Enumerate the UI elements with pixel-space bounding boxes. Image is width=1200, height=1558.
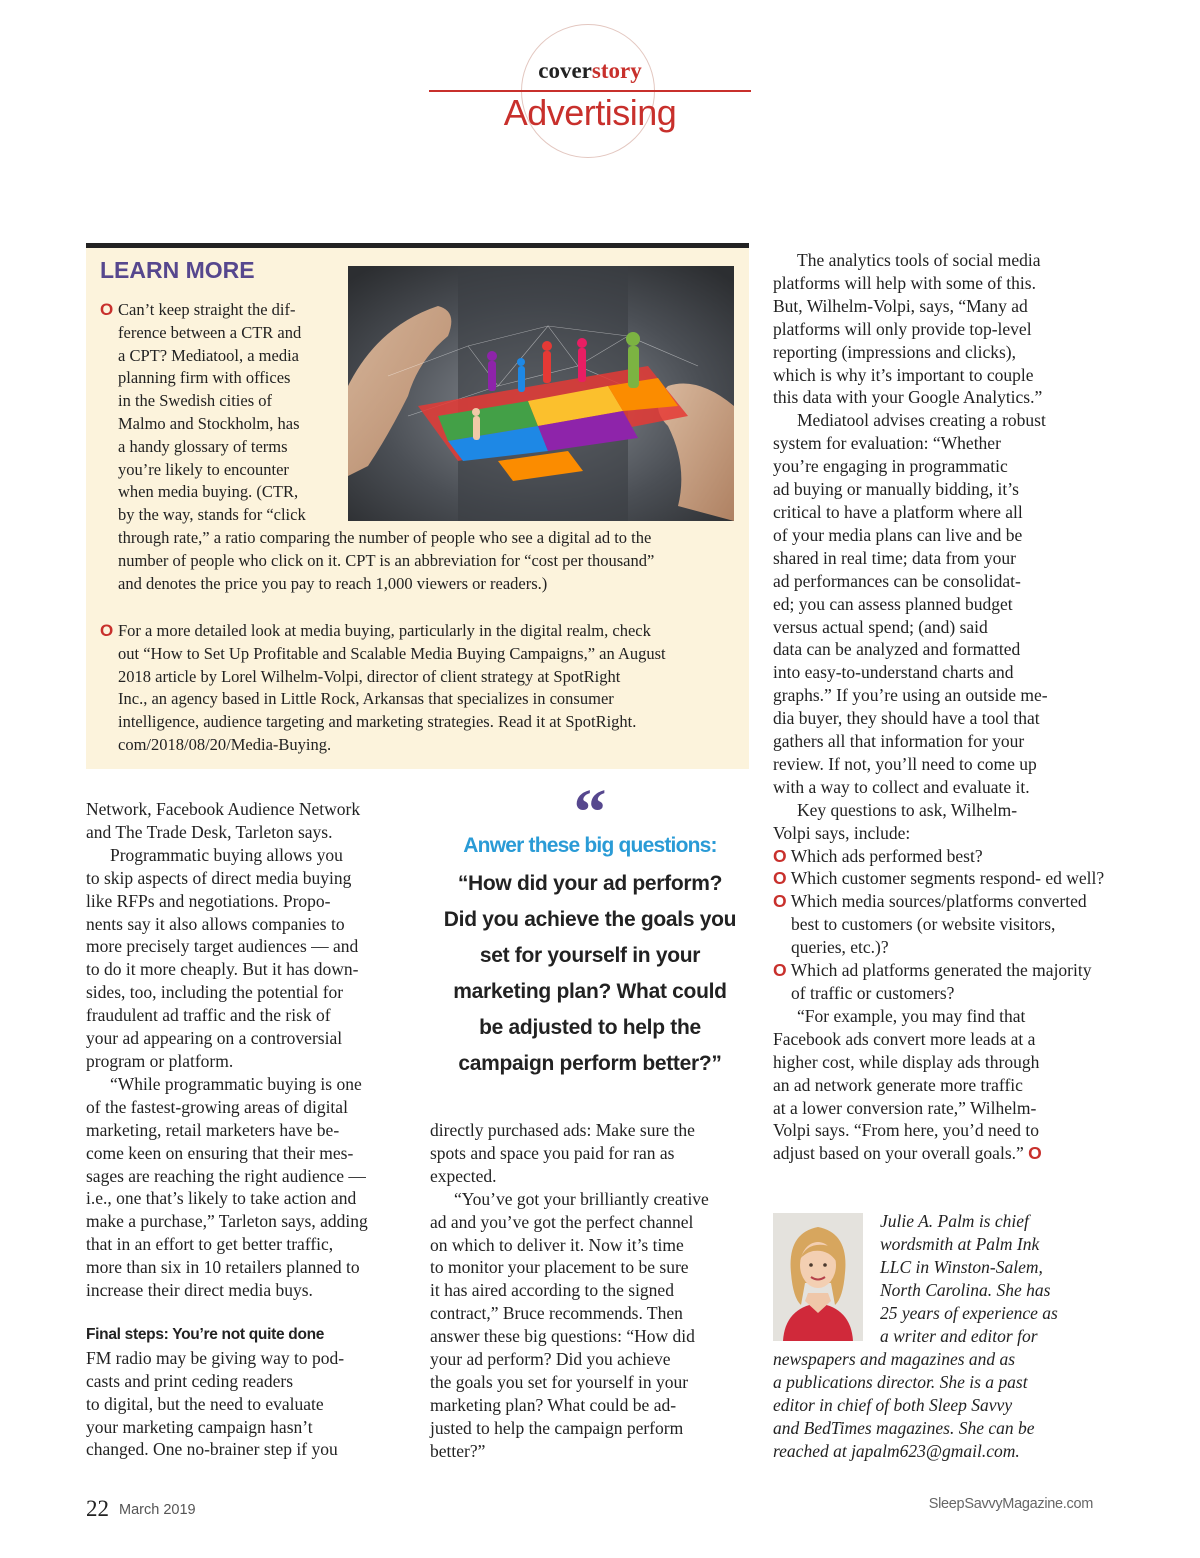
column-2 <box>430 1119 756 1463</box>
text-line: on which to deliver it. Now it’s time <box>430 1234 684 1255</box>
text-line: that in an effort to get better traffic, <box>86 1234 334 1255</box>
text-line: Inc., an agency based in Little Rock, Arkansas that specializes in consumer <box>118 689 614 709</box>
bullet-text: Which media sources/platforms converted best to customers (or website visitors, queries, etc.)? <box>790 891 1087 958</box>
bullet-mark: O <box>100 621 114 640</box>
text-line: ad buying or manually bidding, it’s <box>773 479 1019 500</box>
text-line: by the way, stands for “click <box>118 505 306 525</box>
author-photo <box>773 1213 863 1341</box>
text-line: you’re engaging in programmatic <box>773 456 1008 477</box>
author-bio-full <box>773 1348 1103 1463</box>
text-line: it has aired according to the signed <box>430 1280 674 1301</box>
text-line: higher cost, while display ads through <box>773 1051 1040 1072</box>
kicker-cover: cover <box>538 58 592 83</box>
text-line: into easy-to-understand charts and <box>773 662 1014 683</box>
text-line: 2018 article by Lorel Wilhelm-Volpi, director of client strategy at SpotRight <box>118 666 621 686</box>
text-line: Volpi says, include: <box>773 822 911 843</box>
text-line: reached at japalm623@gmail.com. <box>773 1440 1020 1461</box>
text-line: an ad network generate more traffic <box>773 1074 1023 1095</box>
subhead: Final steps: You’re not quite done <box>86 1325 325 1343</box>
text-line: But, Wilhelm-Volpi, says, “Many ad <box>773 295 1028 316</box>
text-line: in the Swedish cities of <box>118 391 272 411</box>
text-line: editor in chief of both Sleep Savvy <box>773 1394 1013 1415</box>
text-line: and The Trade Desk, Tarleton says. <box>86 821 333 842</box>
text-line: Network, Facebook Audience Network <box>86 799 361 819</box>
text-line: which is why it’s important to couple <box>773 364 1034 385</box>
text-line: “While programmatic buying is one <box>110 1073 362 1094</box>
text-line: answer these big questions: “How did <box>430 1326 695 1347</box>
question-bullet <box>773 867 1109 890</box>
text-line: Can’t keep straight the dif- <box>118 300 296 319</box>
text-line: “You’ve got your brilliantly creative <box>454 1188 709 1209</box>
pull-quote-line: Did you achieve the goals you <box>443 908 737 931</box>
text-line: of the fastest-growing areas of digital <box>86 1096 348 1117</box>
text-line: review. If not, you’ll need to come up <box>773 753 1037 774</box>
text-line: more than six in 10 retailers planned to <box>86 1257 360 1278</box>
text-line: Programmatic buying allows you <box>110 844 343 865</box>
text-line: the goals you set for yourself in your <box>430 1371 689 1392</box>
text-line: casts and print ceding readers <box>86 1370 294 1391</box>
text-line-with-end-mark <box>773 1142 1103 1165</box>
text-line: planning firm with offices <box>118 368 291 388</box>
text-line: through rate,” a ratio comparing the number of people who see a digital ad to the <box>118 527 652 547</box>
text-line: better?” <box>430 1440 486 1461</box>
text-line: a writer and editor for <box>880 1325 1038 1346</box>
text-line: your marketing campaign hasn’t <box>86 1416 313 1437</box>
text-line: program or platform. <box>86 1050 234 1071</box>
text-line: shared in real time; data from your <box>773 547 1016 568</box>
text-line: 25 years of experience as <box>880 1302 1058 1323</box>
text-line: nents say it also allows companies to <box>86 913 345 934</box>
text-line: platforms will only provide top-level <box>773 318 1032 339</box>
text-line: Mediatool advises creating a robust <box>797 410 1046 431</box>
text-line: of your media plans can live and be <box>773 524 1023 545</box>
text-line: directly purchased ads: Make sure the <box>430 1120 695 1140</box>
text-line: system for evaluation: “Whether <box>773 433 1001 454</box>
text-line: com/2018/08/20/Media-Buying. <box>118 734 332 754</box>
pull-quote-mark: “ <box>573 776 607 849</box>
text-line: spots and space you paid for ran as <box>430 1142 675 1163</box>
text-line: contract,” Bruce recommends. Then <box>430 1303 683 1324</box>
text-line: wordsmith at Palm Ink <box>880 1233 1040 1254</box>
text-line: For a more detailed look at media buying, particularly in the digital realm, check <box>118 621 651 640</box>
text-line: North Carolina. She has <box>880 1279 1051 1300</box>
bullet-mark: O <box>773 868 787 889</box>
pull-quote-line: campaign perform better?” <box>458 1052 722 1075</box>
pull-quote-line: “How did your ad perform? <box>457 872 723 895</box>
text-line: a CPT? Mediatool, a media <box>118 345 299 365</box>
kicker-story: story <box>591 58 642 83</box>
text-line: changed. One no-brainer step if you <box>86 1439 338 1460</box>
learn-more-title: LEARN MORE <box>100 257 255 283</box>
question-bullet <box>773 845 1103 868</box>
text-line: sides, too, including the potential for <box>86 982 344 1003</box>
learn-more-bullet-1-top <box>100 299 655 593</box>
pull-quote-line: marketing plan? What could <box>453 980 727 1003</box>
text-line: graphs.” If you’re using an outside me- <box>773 685 1048 706</box>
text-line: Julie A. Palm is chief <box>880 1211 1029 1231</box>
text-line: dia buyer, they should have a tool that <box>773 708 1040 729</box>
text-line: Malmo and Stockholm, has <box>118 413 300 433</box>
text-line: i.e., one that’s likely to take action and <box>86 1188 357 1209</box>
bullet-2-lines <box>118 620 666 757</box>
text-line: ference between a CTR and <box>118 322 302 342</box>
issue-date: March 2019 <box>119 1502 196 1518</box>
text-line: at a lower conversion rate,” Wilhelm- <box>773 1097 1037 1118</box>
text-line: newspapers and magazines and as <box>773 1349 1016 1369</box>
text-line: come keen on ensuring that their mes- <box>86 1142 354 1163</box>
text-line: to monitor your placement to be sure <box>430 1257 689 1278</box>
text-line: make a purchase,” Tarleton says, adding <box>86 1211 368 1232</box>
bullet-text: Which ad platforms generated the majority of traffic or customers? <box>790 960 1092 1003</box>
text-line: and BedTimes magazines. She can be <box>773 1417 1035 1438</box>
text-line: ad and you’ve got the perfect channel <box>430 1211 694 1232</box>
text-line: reporting (impressions and clicks), <box>773 341 1017 362</box>
bullet-1-lines <box>118 299 654 595</box>
text-line: gathers all that information for your <box>773 731 1025 752</box>
text-line: marketing, retail marketers have be- <box>86 1119 340 1140</box>
text-line: like RFPs and negotiations. Propo- <box>86 890 331 911</box>
pull-quote-body <box>424 866 756 1082</box>
text-line: when media buying. (CTR, <box>118 482 299 502</box>
text-line: versus actual spend; (and) said <box>773 616 988 637</box>
question-bullet <box>773 959 1095 1005</box>
end-mark: O <box>1028 1143 1042 1164</box>
text-line: expected. <box>430 1165 497 1186</box>
text-line: Key questions to ask, Wilhelm- <box>797 799 1018 820</box>
pull-quote-line: set for yourself in your <box>479 944 701 967</box>
text-line: a handy glossary of terms <box>118 436 288 456</box>
text-line: increase their direct media buys. <box>86 1280 313 1301</box>
text-line: sages are reaching the right audience — <box>86 1165 366 1186</box>
text-line: FM radio may be giving way to pod- <box>86 1347 345 1368</box>
text-line: marketing plan? What could be ad- <box>430 1394 677 1415</box>
text-line: justed to help the campaign perform <box>430 1417 684 1438</box>
text-line: data can be analyzed and formatted <box>773 639 1021 660</box>
bullet-mark: O <box>773 891 787 912</box>
text-line: “For example, you may find that <box>797 1005 1026 1026</box>
text-line: and denotes the price you pay to reach 1,000 viewers or readers.) <box>118 573 548 593</box>
text-line: Facebook ads convert more leads at a <box>773 1028 1036 1049</box>
text-line: The analytics tools of social media <box>797 250 1041 270</box>
text-line: ad performances can be consolidat- <box>773 570 1021 591</box>
text-line: intelligence, audience targeting and marketing strategies. Read it at SpotRight. <box>118 712 637 732</box>
text-line: you’re likely to encounter <box>118 459 289 479</box>
section-kicker <box>429 58 751 84</box>
text-line: LLC in Winston-Salem, <box>880 1256 1043 1277</box>
section-title: Advertising <box>503 92 677 133</box>
bullet-text: Which customer segments respond- ed well? <box>790 868 1105 889</box>
pull-quote-line: be adjusted to help the <box>479 1016 701 1039</box>
text-line: your ad perform? Did you achieve <box>430 1349 671 1370</box>
text-line: adjust based on your overall goals.” <box>773 1143 1024 1164</box>
text-line: to digital, but the need to evaluate <box>86 1393 324 1414</box>
text-line: out “How to Set Up Profitable and Scalable Media Buying Campaigns,” an August <box>118 643 666 663</box>
bullet-mark: O <box>773 845 787 866</box>
text-line: this data with your Google Analytics.” <box>773 387 1043 408</box>
column-1 <box>86 798 412 1461</box>
question-bullet <box>773 890 1091 959</box>
text-line: ed; you can assess planned budget <box>773 593 1013 614</box>
text-line: your ad appearing on a controversial <box>86 1028 343 1049</box>
text-line: with a way to collect and evaluate it. <box>773 776 1030 797</box>
bullet-mark: O <box>100 300 114 319</box>
site-url: SleepSavvyMagazine.com <box>928 1496 1093 1512</box>
text-line: critical to have a platform where all <box>773 501 1023 522</box>
learn-more-bullet-2 <box>100 620 740 754</box>
text-line: to skip aspects of direct media buying <box>86 867 352 888</box>
bullet-text: Which ads performed best? <box>790 845 983 866</box>
text-line: a publications director. She is a past <box>773 1371 1028 1392</box>
text-line: Volpi says. “From here, you’d need to <box>773 1120 1040 1141</box>
text-line: more precisely target audiences — and <box>86 936 359 957</box>
bullet-mark: O <box>773 960 787 981</box>
text-line: fraudulent ad traffic and the risk of <box>86 1005 331 1026</box>
text-line: number of people who click on it. CPT is an abbreviation for “cost per thousand” <box>118 550 655 570</box>
column-3 <box>773 249 1103 1165</box>
text-line: platforms will help with some of this. <box>773 272 1036 293</box>
pull-quote-heading: Anwer these big questions: <box>463 834 717 857</box>
text-line: to do it more cheaply. But it has down- <box>86 959 359 980</box>
author-bio-side <box>880 1210 1106 1347</box>
page-number: 22 <box>86 1496 109 1521</box>
